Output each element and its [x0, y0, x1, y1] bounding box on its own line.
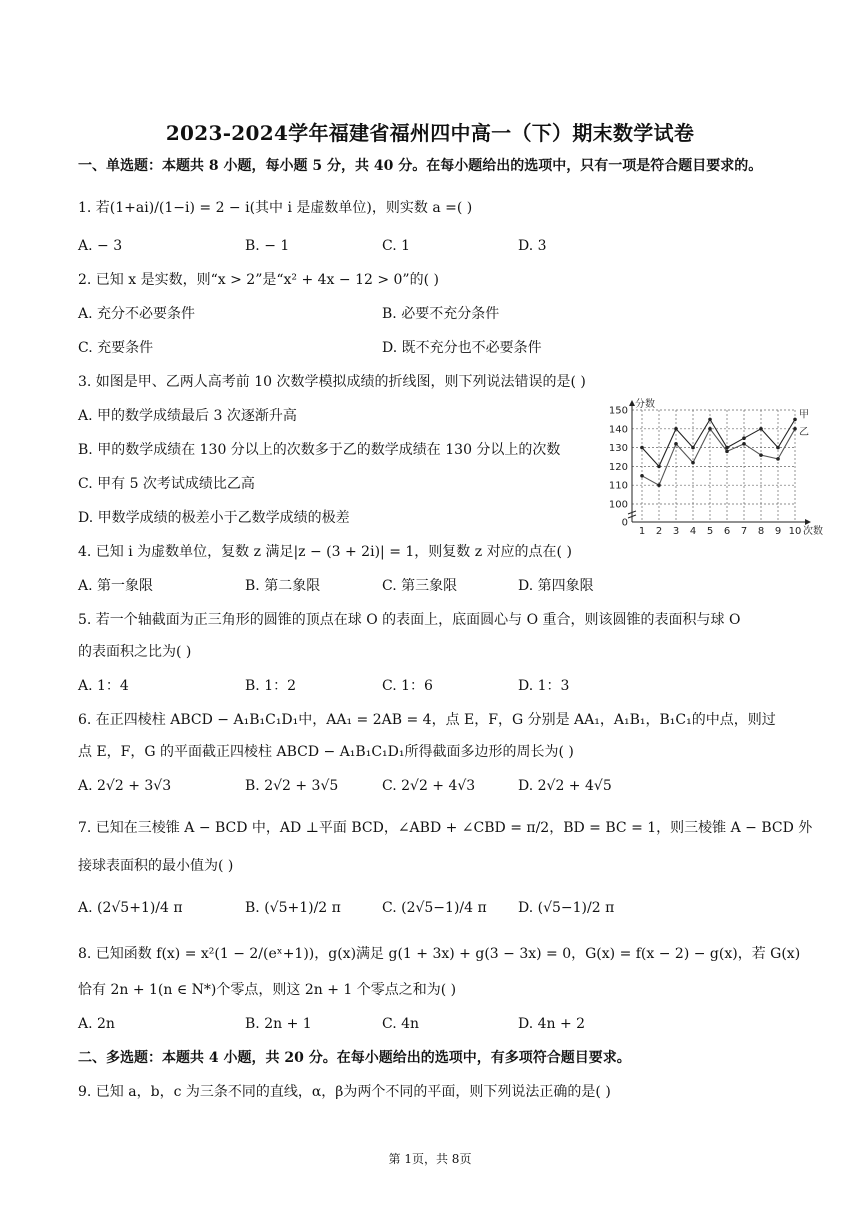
q7-option-a: A. (2√5+1)/4 π: [78, 900, 183, 916]
data-point: [793, 427, 797, 431]
data-point: [640, 474, 644, 478]
x-tick-label: 5: [706, 526, 714, 537]
data-point: [657, 483, 661, 487]
data-point: [657, 465, 661, 469]
q5-option-c: C. 1：6: [382, 678, 433, 694]
q6-option-a: A. 2√2 + 3√3: [78, 778, 172, 794]
series-label: 乙: [799, 426, 809, 438]
x-tick-label: 9: [774, 526, 782, 537]
q4-option-b: B. 第二象限: [245, 578, 321, 594]
q7-option-c: C. (2√5−1)/4 π: [382, 900, 487, 916]
y-tick-label: 140: [608, 424, 628, 436]
data-point: [759, 427, 763, 431]
y-axis-label: 分数: [635, 399, 655, 410]
data-point: [759, 453, 763, 457]
page-footer: 第 1页，共 8页: [388, 1152, 472, 1166]
data-point: [725, 450, 729, 454]
series-line-yi: [642, 429, 795, 485]
series-line-jia: [642, 419, 795, 466]
q3-option-a: A. 甲的数学成绩最后 3 次逐渐升高: [78, 408, 297, 424]
q5-option-b: B. 1：2: [245, 678, 297, 694]
y-tick-label: 150: [608, 405, 628, 417]
q6-option-d: D. 2√2 + 4√5: [518, 778, 612, 794]
question-4-stem: 4. 已知 i 为虚数单位，复数 z 满足|z − (3 + 2i)| = 1，则复数 z 对应的点在( ): [78, 544, 572, 560]
question-8-stem-line2: 恰有 2n + 1(n ∈ N*)个零点，则这 2n + 1 个零点之和为( ): [78, 982, 457, 998]
data-point: [691, 461, 695, 465]
x-tick-label: 4: [689, 526, 697, 537]
x-tick-label: 10: [788, 526, 802, 537]
x-tick-label: 6: [723, 526, 731, 537]
q7-option-d: D. (√5−1)/2 π: [518, 900, 615, 916]
y-tick-label: 100: [608, 499, 628, 511]
score-line-chart: [600, 398, 830, 544]
y-tick-label: 0: [621, 517, 628, 529]
question-9-stem: 9. 已知 a，b，c 为三条不同的直线，α，β为两个不同的平面，则下列说法正确的是( ): [78, 1084, 611, 1100]
q6-option-b: B. 2√2 + 3√5: [245, 778, 339, 794]
q3-option-d: D. 甲数学成绩的极差小于乙数学成绩的极差: [78, 510, 350, 526]
question-6-stem-line2: 点 E，F，G 的平面截正四棱柱 ABCD − A₁B₁C₁D₁所得截面多边形的周长为( ): [78, 744, 574, 760]
q2-option-c: C. 充要条件: [78, 340, 154, 356]
q1-option-d: D. 3: [518, 238, 547, 254]
question-5-stem-line1: 5. 若一个轴截面为正三角形的圆锥的顶点在球 O 的表面上，底面圆心与 O 重合，则该圆锥的表面积与球 O: [78, 612, 741, 628]
q8-option-c: C. 4n: [382, 1016, 420, 1032]
q8-option-a: A. 2n: [78, 1016, 115, 1032]
series-label: 甲: [799, 409, 809, 421]
question-6-stem-line1: 6. 在正四棱柱 ABCD − A₁B₁C₁D₁中，AA₁ = 2AB = 4，点 E，F，G 分别是 AA₁，A₁B₁，B₁C₁的中点，则过: [78, 712, 776, 728]
data-point: [776, 457, 780, 461]
q5-option-d: D. 1：3: [518, 678, 570, 694]
data-point: [708, 418, 712, 422]
q3-option-b: B. 甲的数学成绩在 130 分以上的次数多于乙的数学成绩在 130 分以上的次数: [78, 442, 561, 458]
question-5-stem-line2: 的表面积之比为( ): [78, 644, 192, 660]
page-title: 2023-2024学年福建省福州四中高一（下）期末数学试卷: [165, 121, 695, 145]
q4-option-c: C. 第三象限: [382, 578, 458, 594]
x-tick-label: 8: [757, 526, 765, 537]
x-tick-label: 7: [740, 526, 748, 537]
q2-option-d: D. 既不充分也不必要条件: [382, 340, 542, 356]
x-tick-label: 1: [638, 526, 646, 537]
y-tick-label: 120: [608, 461, 628, 473]
q3-option-c: C. 甲有 5 次考试成绩比乙高: [78, 476, 255, 492]
q4-option-a: A. 第一象限: [78, 578, 154, 594]
q6-option-c: C. 2√2 + 4√3: [382, 778, 476, 794]
data-point: [742, 442, 746, 446]
data-point: [674, 427, 678, 431]
data-point: [742, 436, 746, 440]
x-tick-label: 2: [655, 526, 663, 537]
question-3-stem: 3. 如图是甲、乙两人高考前 10 次数学模拟成绩的折线图，则下列说法错误的是( ): [78, 374, 586, 390]
data-point: [793, 418, 797, 422]
question-1-stem: 1. 若(1+ai)/(1−i) = 2 − i(其中 i 是虚数单位)，则实数 a =( ): [78, 200, 473, 216]
x-axis-label: 次数: [803, 526, 823, 537]
x-axis-arrow: [805, 519, 811, 525]
q8-option-d: D. 4n + 2: [518, 1016, 586, 1032]
data-point: [674, 442, 678, 446]
q1-option-c: C. 1: [382, 238, 411, 254]
q2-option-b: B. 必要不充分条件: [382, 306, 500, 322]
q7-option-b: B. (√5+1)/2 π: [245, 900, 341, 916]
section-single-choice: 一、单选题：本题共 8 小题，每小题 5 分，共 40 分。在每小题给出的选项中，只有一项是符合题目要求的。: [78, 158, 763, 174]
q1-option-a: A. − 3: [78, 238, 123, 254]
question-7-stem-line1: 7. 已知在三棱锥 A − BCD 中，AD ⊥平面 BCD，∠ABD + ∠CBD = π/2，BD = BC = 1，则三棱锥 A − BCD 外: [78, 820, 813, 836]
section-multiple-choice: 二、多选题：本题共 4 小题，共 20 分。在每小题给出的选项中，有多项符合题目要求。: [78, 1050, 631, 1066]
y-tick-label: 110: [608, 480, 628, 492]
data-point: [640, 446, 644, 450]
q1-option-b: B. − 1: [245, 238, 290, 254]
q8-option-b: B. 2n + 1: [245, 1016, 312, 1032]
data-point: [776, 446, 780, 450]
q5-option-a: A. 1：4: [78, 678, 129, 694]
q4-option-d: D. 第四象限: [518, 578, 594, 594]
data-point: [708, 427, 712, 431]
data-point: [691, 446, 695, 450]
question-8-stem-line1: 8. 已知函数 f(x) = x²(1 − 2/(eˣ+1))，g(x)满足 g(1 + 3x) + g(3 − 3x) = 0，G(x) = f(x − 2) − g(x)，若 G(x): [78, 946, 801, 962]
y-tick-label: 130: [608, 443, 628, 455]
q2-option-a: A. 充分不必要条件: [78, 306, 196, 322]
question-2-stem: 2. 已知 x 是实数，则“x > 2”是“x² + 4x − 12 > 0”的( ): [78, 272, 439, 288]
question-7-stem-line2: 接球表面积的最小值为( ): [78, 858, 234, 874]
x-tick-label: 3: [672, 526, 680, 537]
